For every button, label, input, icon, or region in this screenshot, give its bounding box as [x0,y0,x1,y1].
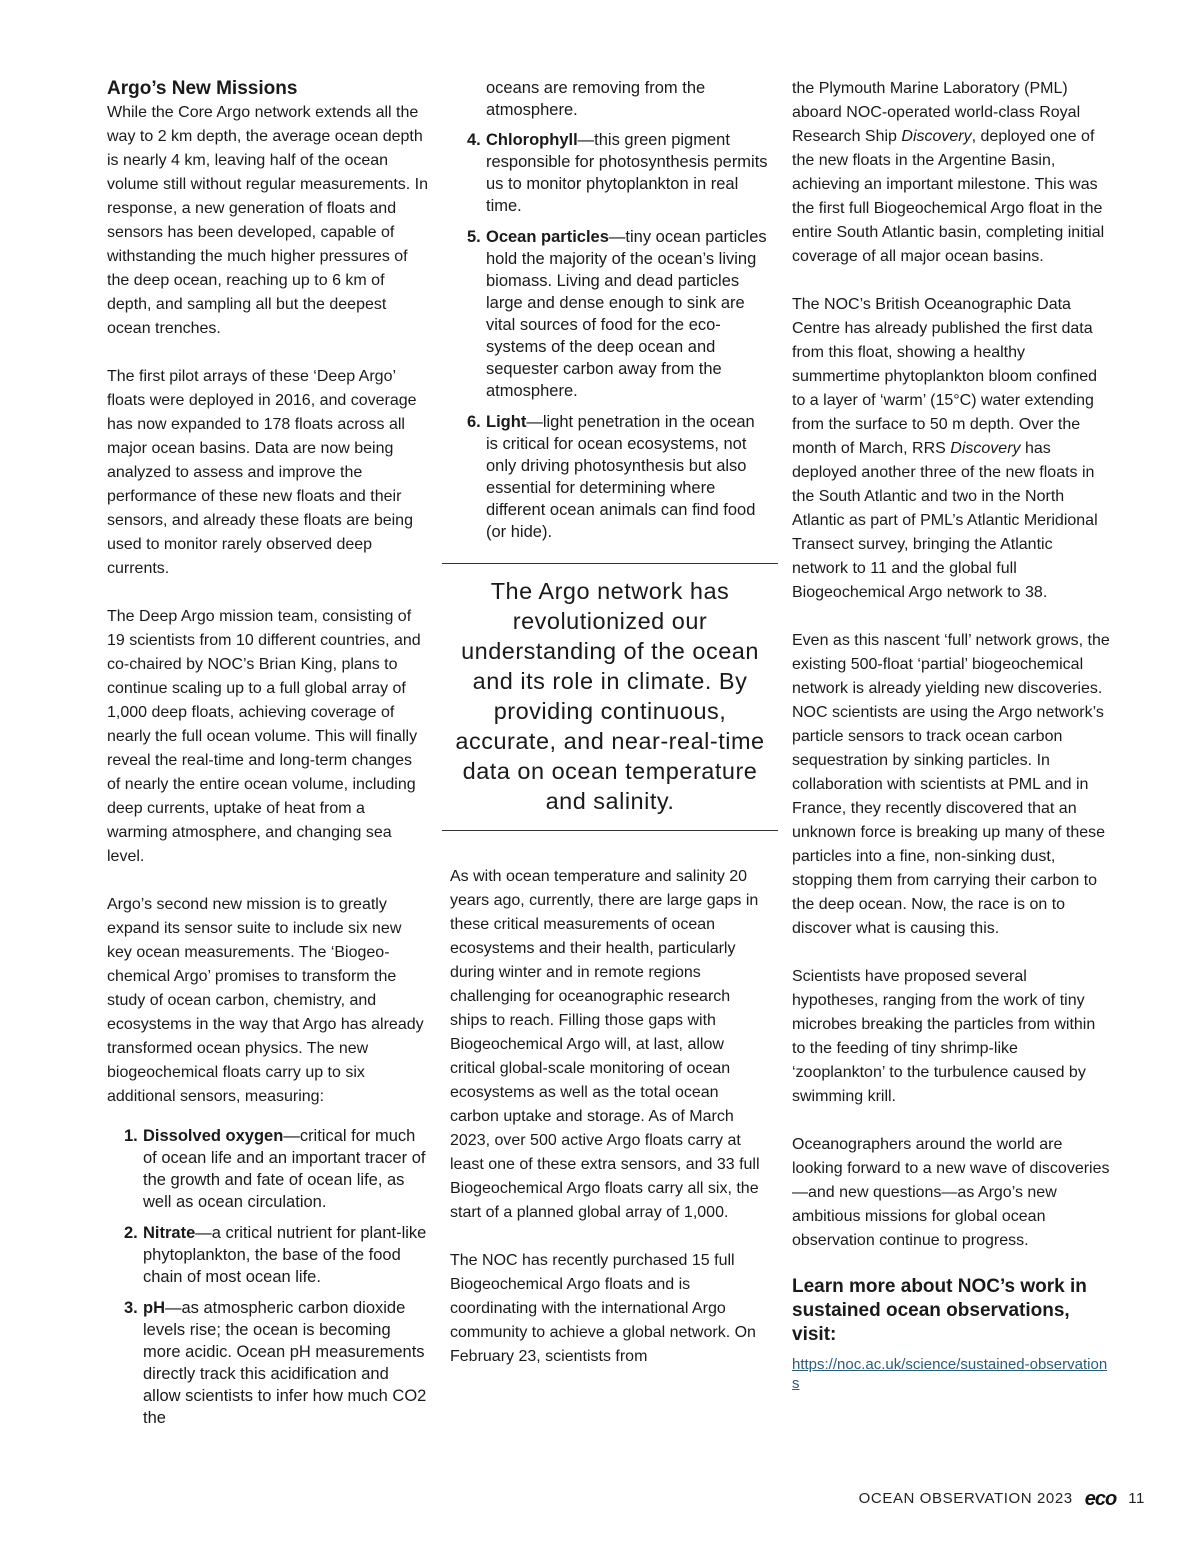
paragraph [792,77,1112,269]
list-item [450,129,768,217]
list-continuation: oceans are removing from the atmosphere. [486,79,706,119]
text-run: , deployed one of the new floats in the Argentine Basin, achieving an important milestone. This was the first full Biogeochemical Argo float in the entire South Atlantic basin, completing initial coverage of all major ocean basins. [792,128,1105,265]
publication-title: OCEAN OBSERVATION 2023 [858,1490,1073,1507]
section-heading: Argo’s New Missions [107,78,298,99]
list-number: 5. [467,228,481,246]
eco-logo: eco [1084,1488,1117,1510]
sensor-list [107,1125,429,1429]
text-run: has deployed another three of the new floats in the South Atlantic and two in the North Atlantic as part of PML’s Atlantic Meridional Transect survey, bringing the Atlantic network to 11 and the global full Biogeochemical Argo network to 38. [792,440,1098,601]
list-item [450,226,768,402]
list-text: —this green pigment responsible for photosynthesis permits us to monitor phytoplankton in real time. [486,131,768,215]
page-number: 11 [1128,1490,1145,1507]
list-term: pH [143,1299,165,1317]
list-number: 1. [124,1127,138,1145]
list-item [107,1222,429,1288]
list-term: Ocean particles [486,228,609,246]
list-number: 4. [467,131,481,149]
list-text: —as atmospheric carbon dioxide levels rise; the ocean is becoming more acidic. Ocean pH measurements directly track this acidification and allow scientists to infer how much CO2 the [143,1299,427,1427]
sensor-list-continued [450,129,768,543]
ship-name: Discovery [950,440,1021,457]
list-text: —light penetration in the ocean is critical for ocean ecosystems, not only driving photosynthesis but also essential for determining where different ocean animals can find food (or hide). [486,413,756,541]
list-term: Chlorophyll [486,131,578,149]
paragraph: The NOC has recently purchased 15 full Biogeochemical Argo floats and is coordinating with the international Argo community to achieve a global network. On February 23, scientists from [450,1252,756,1365]
list-number: 2. [124,1224,138,1242]
list-number: 6. [467,413,481,431]
page-footer [859,1489,1145,1509]
paragraph: The first pilot arrays of these ‘Deep Argo’ floats were deployed in 2016, and coverage has now expanded to 178 floats across all major ocean basins. Data are now being analyzed to assess and improve the performance of these new floats and their sensors, and already these floats are being used to monitor rarely observed deep currents. [107,368,417,577]
pull-quote: The Argo network has revolutionized our understanding of the ocean and its role in climate. By providing continuous, accurate, and near-real-time data on ocean temperature and salinity. [442,563,778,831]
paragraph: The Deep Argo mission team, consisting of 19 scientists from 10 different countries, and co-chaired by NOC’s Brian King, plans to continue scaling up to a full global array of 1,000 deep floats, achieving coverage of nearly the full ocean volume. This will finally reveal the real-time and long-term changes of nearly the entire ocean volume, including deep currents, uptake of heat from a warming atmosphere, and changing sea level. [107,608,421,865]
list-item [450,411,768,543]
paragraph: Even as this nascent ‘full’ network grows, the existing 500-float ‘partial’ biogeochemical network is already yielding new discoveries. NOC scientists are using the Argo network’s particle sensors to track ocean carbon sequestration by sinking particles. In collaboration with scientists at PML and in France, they recently discovered that an unknown force is breaking up many of these particles into a fine, non-sinking dust, stopping them from carrying their carbon to the deep ocean. Now, the race is on to discover what is causing this. [792,632,1110,937]
list-term: Nitrate [143,1224,196,1242]
learn-more-link[interactable]: https://noc.ac.uk/science/sustained-observations [792,1356,1108,1392]
paragraph: Scientists have proposed several hypotheses, ranging from the work of tiny microbes breaking the particles from within to the feeding of tiny shrimp-like ‘zooplankton’ to the turbulence caused by swimming krill. [792,968,1096,1105]
list-term: Dissolved oxygen [143,1127,284,1145]
list-item [107,1125,429,1213]
column-1 [107,77,429,1438]
text-run: the Plymouth Marine Laboratory (PML) aboard NOC-operated world-class Royal Research Ship [792,80,1081,145]
list-text: —a critical nutrient for plant-like phytoplankton, the base of the food chain of most ocean life. [143,1224,427,1286]
list-term: Light [486,413,527,431]
list-text: —critical for much of ocean life and an important tracer of the growth and fate of ocean life, as well as ocean circulation. [143,1127,426,1211]
paragraph: As with ocean temperature and salinity 20 years ago, currently, there are large gaps in these critical measurements of ocean ecosystems and their health, particularly during winter and in remote regions challenging for oceanographic research ships to reach. Filling those gaps with Biogeochemical Argo will, at last, allow critical global-scale monitoring of ocean ecosystems as well as the total ocean carbon uptake and storage. As of March 2023, over 500 active Argo floats carry at least one of these extra sensors, and 33 full Biogeochemical Argo floats carry all six, the start of a planned global array of 1,000. [450,868,760,1221]
column-2 [450,77,768,1393]
list-text: —tiny ocean particles hold the majority of the ocean’s living biomass. Living and dead particles large and dense enough to sink are vital sources of food for the ecosystems of the deep ocean and sequester carbon away from the atmosphere. [486,228,767,400]
ship-name: Discovery [901,128,972,145]
list-number: 3. [124,1299,138,1317]
list-item [107,1297,429,1429]
paragraph: While the Core Argo network extends all the way to 2 km depth, the average ocean depth is nearly 4 km, leaving half of the ocean volume still without regular measurements. In response, a new generation of floats and sensors has been developed, capable of withstanding the much higher pressures of the deep ocean, reaching up to 6 km of depth, and sampling all but the deepest ocean trenches. [107,104,429,337]
paragraph [792,293,1112,605]
text-run: The NOC’s British Oceanographic Data Centre has already published the first data from this float, showing a healthy summertime phytoplankton bloom confined to a layer of ‘warm’ (15°C) water extending from the surface to 50 m depth. Over the month of March, RRS [792,296,1098,457]
paragraph: Oceanographers around the world are looking forward to a new wave of discoveries—and new questions—as Argo’s new ambitious missions for global ocean observation continue to progress. [792,1136,1110,1249]
column-3 [792,77,1112,1393]
paragraph: Argo’s second new mission is to greatly expand its sensor suite to include six new key ocean measurements. The ‘Biogeochemical Argo’ promises to transform the study of ocean carbon, chemistry, and ecosystems in the way that Argo has already transformed ocean physics. The new biogeochemical floats carry up to six additional sensors, measuring: [107,896,424,1105]
learn-more-heading: Learn more about NOC’s work in sustained ocean observations, visit: [792,1276,1087,1345]
